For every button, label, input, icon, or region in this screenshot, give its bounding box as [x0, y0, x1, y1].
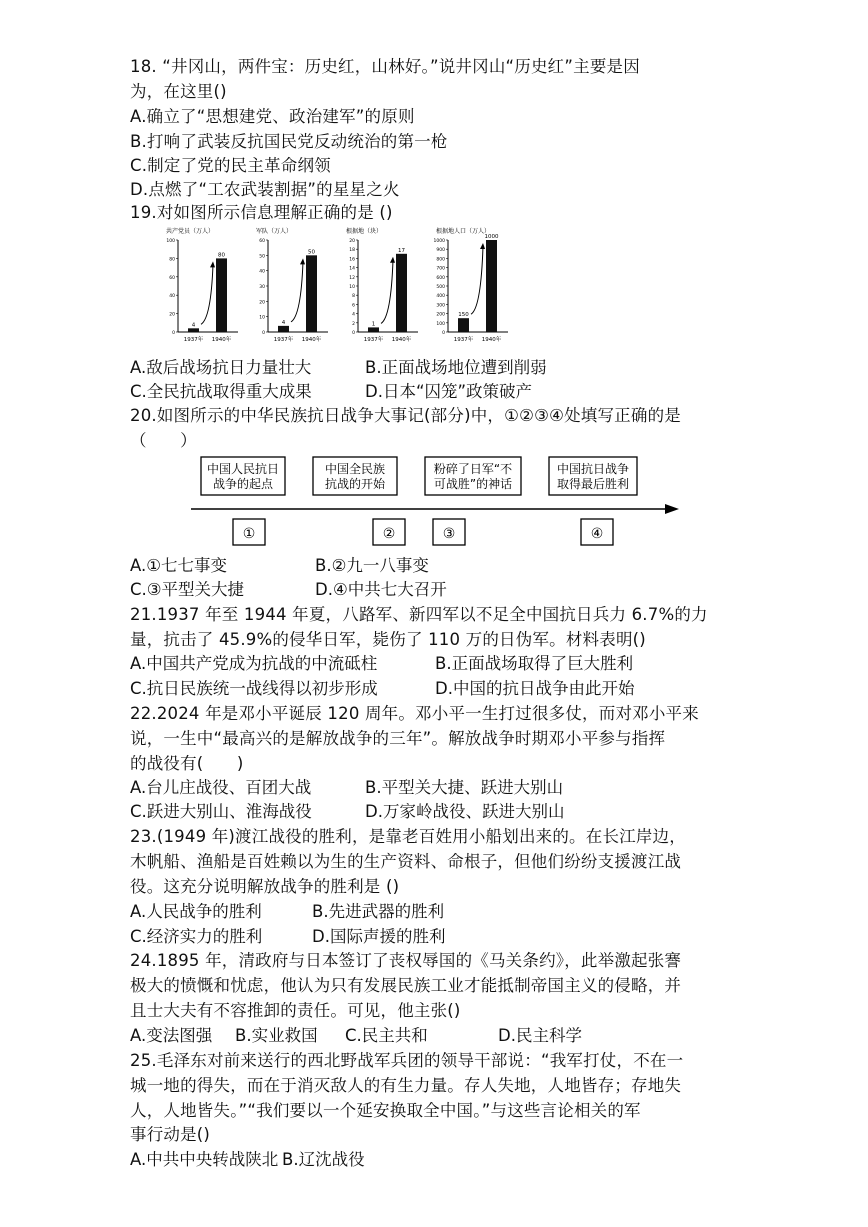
q19-bar-charts	[150, 226, 510, 354]
chart3-ytick-label: 4	[352, 312, 355, 318]
chart4-ytick-label: 500	[436, 285, 445, 290]
chart2-ytick-label: 20	[259, 300, 265, 306]
chart4-bar-1937年	[458, 318, 469, 332]
timeline-event-2-line1: 中国全民族	[324, 462, 386, 476]
chart1-ylabel: 共产党员（万人）	[166, 228, 215, 235]
q18-option-d: D.点燃了“工农武装割据”的星星之火	[130, 180, 400, 199]
q21-option-c: C.抗日民族统一战线得以初步形成	[130, 679, 378, 698]
chart4-ytick-label: 200	[436, 312, 445, 318]
chart3-category-label: 1937年	[363, 337, 384, 343]
q20-option-c: C.③平型关大捷	[130, 580, 245, 599]
q20-option-d: D.④中共七大召开	[315, 580, 447, 599]
chart2-ylabel: 军队（万人）	[256, 228, 293, 235]
chart3-value-label: 17	[398, 247, 405, 254]
q22-option-c: C.跃进大别山、淮海战役	[130, 802, 312, 821]
chart4-ytick-label: 300	[436, 303, 445, 309]
q18-stem-line1: 18. “井冈山，两件宝：历史红，山林好。”说井冈山“历史红”主要是因	[130, 57, 640, 76]
chart3-category-label: 1940年	[391, 337, 412, 343]
q18-option-b: B.打响了武装反抗国民党反动统治的第一枪	[130, 132, 448, 151]
chart2-ytick-label: 30	[259, 285, 265, 290]
chart4-bar-1940年	[486, 240, 497, 332]
q25-option-b: B.辽沈战役	[282, 1150, 365, 1169]
chart2-growth-arrow	[291, 261, 303, 322]
q18-option-a: A.确立了“思想建党、政治建军”的原则	[130, 107, 415, 126]
timeline-arrow-head	[665, 504, 679, 514]
q18-option-c: C.制定了党的民主革命纲领	[130, 156, 331, 175]
q20-timeline	[185, 453, 685, 553]
q19-option-a: A.敌后战场抗日力量壮大	[130, 358, 312, 377]
chart3-ytick-label: 10	[349, 285, 355, 290]
chart4-growth-arrow-head	[480, 243, 485, 249]
q23-stem-line2: 木帆船、渔船是百姓赖以为生的生产资料、命根子，但他们纷纷支援渡江战	[130, 852, 682, 871]
q24-option-c: C.民主共和	[345, 1026, 428, 1045]
chart4-ytick-label: 100	[436, 321, 445, 327]
chart2-ytick-label: 0	[262, 331, 265, 336]
q22-option-a: A.台儿庄战役、百团大战	[130, 778, 312, 797]
q22-option-b: B.平型关大捷、跃进大别山	[365, 778, 564, 797]
timeline-marker-3: ③	[442, 526, 456, 542]
timeline-marker-2: ②	[382, 526, 396, 542]
q20-option-b: B.②九一八事变	[315, 556, 429, 575]
chart2-ytick-label: 10	[259, 315, 265, 321]
chart1-bar-1937年	[188, 328, 199, 332]
q23-stem-line1: 23.(1949 年)渡江战役的胜利，是靠老百姓用小船划出来的。在长江岸边，	[130, 827, 686, 846]
q24-option-a: A.变法图强	[130, 1026, 213, 1045]
chart4-ytick-label: 800	[436, 257, 445, 263]
chart4-ytick-label: 400	[436, 294, 445, 300]
q23-option-b: B.先进武器的胜利	[312, 902, 445, 921]
chart2-ytick-label: 40	[259, 269, 265, 275]
q22-stem-line2: 说，一生中“最高兴的是解放战争的三年”。解放战争时期邓小平参与指挥	[130, 729, 666, 748]
chart3-ytick-label: 0	[352, 331, 355, 336]
q20-option-a: A.①七七事变	[130, 556, 228, 575]
timeline-event-2-line2: 抗战的开始	[324, 477, 386, 491]
chart3-ytick-label: 20	[349, 239, 355, 244]
q23-option-a: A.人民战争的胜利	[130, 902, 262, 921]
chart2-bar-1940年	[306, 255, 317, 332]
chart2-value-label: 50	[308, 249, 315, 256]
chart4-value-label: 150	[458, 312, 469, 319]
q21-stem-line2: 量，抗击了 45.9%的侵华日军，毙伤了 110 万的日伪军。材料表明()	[130, 630, 646, 649]
q22-stem-line1: 22.2024 年是邓小平诞辰 120 周年。邓小平一生打过很多仗，而对邓小平来	[130, 704, 699, 723]
q24-option-b: B.实业救国	[235, 1026, 318, 1045]
timeline-event-1-line1: 中国人民抗日	[206, 462, 280, 476]
chart3-ytick-label: 18	[349, 248, 355, 254]
chart3-bar-1937年	[368, 327, 379, 332]
q22-option-d: D.万家岭战役、跃进大别山	[365, 802, 565, 821]
chart2-ytick-label: 50	[259, 254, 265, 260]
q25-stem-line1: 25.毛泽东对前来送行的西北野战军兵团的领导干部说：“我军打仗，不在一	[130, 1051, 684, 1070]
chart1-value-label: 4	[191, 322, 196, 329]
q25-stem-line4: 事行动是()	[130, 1125, 211, 1144]
timeline-event-3-line1: 粉碎了日军“不	[433, 462, 513, 476]
timeline-event-4-line1: 中国抗日战争	[556, 462, 630, 476]
chart3-value-label: 1	[371, 321, 376, 328]
chart4-ytick-label: 0	[442, 331, 445, 336]
chart2-bar-1937年	[278, 326, 289, 332]
q20-stem-line1: 20.如图所示的中华民族抗日战争大事记(部分)中，①②③④处填写正确的是	[130, 406, 681, 425]
q23-stem-line3: 役。这充分说明解放战争的胜利是 ()	[130, 877, 400, 896]
q21-stem-line1: 21.1937 年至 1944 年夏，八路军、新四军以不足全中国抗日兵力 6.7%的力	[130, 605, 708, 624]
chart3-ytick-label: 6	[352, 303, 355, 309]
q18-stem-line2: 为，在这里()	[130, 82, 227, 101]
chart3-growth-arrow	[381, 260, 393, 324]
chart4-ytick-label: 900	[436, 248, 445, 254]
q23-option-c: C.经济实力的胜利	[130, 927, 263, 946]
chart4-ytick-label: 1000	[433, 239, 445, 244]
chart2-category-label: 1937年	[273, 337, 294, 343]
chart1-ytick-label: 0	[172, 331, 175, 336]
q19-option-c: C.全民抗战取得重大成果	[130, 382, 312, 401]
q21-option-d: D.中国的抗日战争由此开始	[435, 679, 635, 698]
q24-stem-line1: 24.1895 年，清政府与日本签订了丧权辱国的《马关条约》，此举激起张謇	[130, 951, 682, 970]
q19-option-b: B.正面战场地位遭到削弱	[365, 358, 547, 377]
timeline-marker-4: ④	[590, 526, 604, 542]
q25-stem-line3: 人，人地皆失。”“我们要以一个延安换取全中国。”与这些言论相关的军	[130, 1101, 641, 1120]
chart4-ylabel: 根据地人口（万人）	[436, 228, 491, 235]
chart2-growth-arrow-head	[300, 258, 305, 264]
chart3-ytick-label: 14	[349, 266, 355, 272]
chart1-ytick-label: 60	[169, 275, 175, 281]
chart1-growth-arrow	[201, 264, 213, 324]
q25-stem-line2: 城一地的得失，而在于消灭敌人的有生力量。存人失地，人地皆存；存地失	[130, 1076, 682, 1095]
chart4-growth-arrow	[471, 246, 483, 314]
q24-stem-line3: 且士大夫有不容推卸的责任。可见，他主张()	[130, 1001, 461, 1020]
chart1-ytick-label: 80	[169, 257, 175, 263]
chart2-ytick-label: 60	[259, 239, 265, 244]
chart4-category-label: 1940年	[481, 337, 502, 343]
chart4-value-label: 1000	[484, 234, 499, 240]
chart1-ytick-label: 100	[166, 239, 175, 244]
chart1-value-label: 80	[218, 252, 225, 259]
q23-option-d: D.国际声援的胜利	[312, 927, 446, 946]
chart3-growth-arrow-head	[390, 257, 395, 263]
q20-stem-line2: （ ）	[130, 431, 197, 450]
chart1-ytick-label: 40	[169, 294, 175, 300]
chart1-growth-arrow-head	[210, 261, 215, 267]
q24-stem-line2: 极大的愤慨和忧虑，他认为只有发展民族工业才能抵制帝国主义的侵略，并	[130, 976, 682, 995]
chart3-ylabel: 根据地（块）	[346, 228, 383, 235]
chart1-bar-1940年	[216, 258, 227, 332]
chart2-category-label: 1940年	[301, 337, 322, 343]
chart3-bar-1940年	[396, 254, 407, 332]
timeline-event-1-line2: 战争的起点	[212, 477, 274, 491]
timeline-event-3-line2: 可战胜”的神话	[433, 477, 513, 491]
q22-stem-line3: 的战役有( )	[130, 754, 244, 773]
chart4-ytick-label: 600	[436, 275, 445, 281]
chart3-ytick-label: 8	[352, 294, 355, 300]
chart4-ytick-label: 700	[436, 266, 445, 272]
q24-option-d: D.民主科学	[498, 1026, 582, 1045]
chart3-ytick-label: 12	[349, 275, 355, 281]
q25-option-a: A.中共中央转战陕北	[130, 1150, 279, 1169]
chart4-category-label: 1937年	[453, 337, 474, 343]
q19-option-d: D.日本“囚笼”政策破产	[365, 382, 533, 401]
q21-option-b: B.正面战场取得了巨大胜利	[435, 654, 634, 673]
chart1-category-label: 1937年	[183, 337, 204, 343]
chart1-category-label: 1940年	[211, 337, 232, 343]
q21-option-a: A.中国共产党成为抗战的中流砥柱	[130, 654, 378, 673]
q19-stem: 19.对如图所示信息理解正确的是 ()	[130, 203, 393, 222]
chart1-ytick-label: 20	[169, 312, 175, 318]
chart3-ytick-label: 16	[349, 257, 355, 263]
timeline-marker-1: ①	[242, 526, 256, 542]
chart2-value-label: 4	[281, 319, 286, 326]
timeline-event-4-line2: 取得最后胜利	[556, 477, 630, 491]
chart3-ytick-label: 2	[352, 321, 355, 327]
